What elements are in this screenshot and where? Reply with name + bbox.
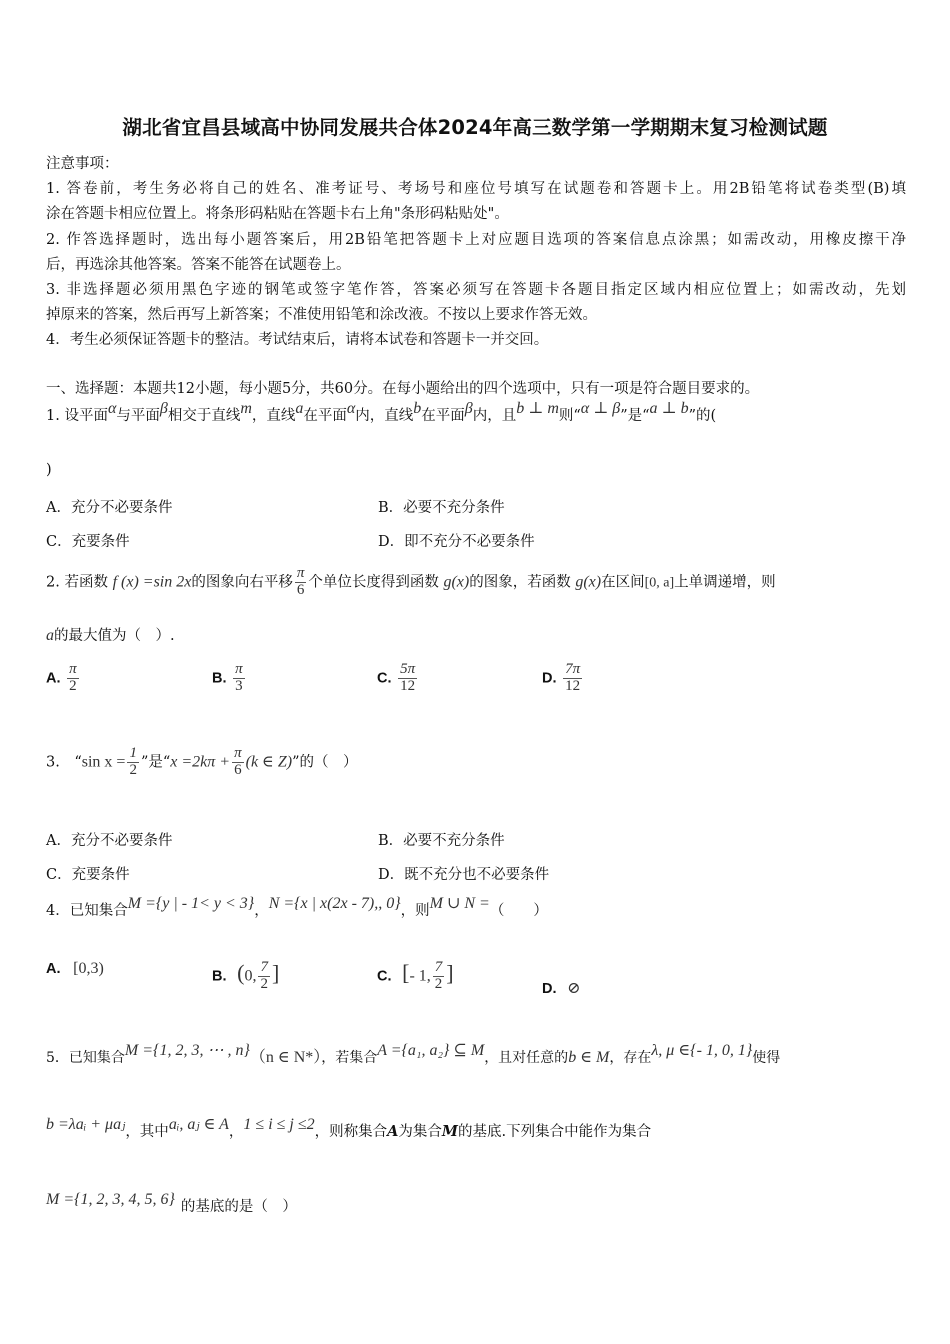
fraction: $\frac{7\pi}{12}$: [565, 661, 581, 694]
q3-option-b[interactable]: B．必要不充分条件: [378, 833, 505, 849]
fraction: $\frac{5\pi}{12}$: [400, 661, 416, 694]
q1-option-d[interactable]: D．即不充分不必要条件: [378, 534, 535, 550]
q2-option-a[interactable]: A. $\frac{\pi}{2}$: [46, 661, 77, 694]
question-5-stem-line2: b =λaᵢ + μaⱼ，其中aᵢ, aⱼ ∈ A，1 ≤ i ≤ j ≤2，则称集合A为集合M的基底.下列集合中能作为集合: [46, 1116, 652, 1140]
fraction: $\frac{7}{2}$: [260, 959, 268, 992]
fraction: $\frac{7}{2}$: [434, 959, 443, 992]
question-4-stem: 4．已知集合M ={y | - 1< y < 3}，N ={x | x(2x - 7),, 0}，则M ∪ N =（ ）: [46, 895, 548, 919]
q1-option-b[interactable]: B．必要不充分条件: [378, 500, 505, 516]
question-5-stem: 5．已知集合M ={1, 2, 3, ⋯ , n}（n ∈ N*），若集合A ={a₁, a₂} ⊆ M，且对任意的b ∈ M，存在λ, μ ∈{- 1, 0, 1}使得: [46, 1042, 781, 1066]
q3-option-c[interactable]: C．充要条件: [46, 867, 130, 883]
section-heading: 一、选择题：本题共12小题，每小题5分，共60分。在每小题给出的四个选项中，只有一项是符合题目要求的。: [46, 381, 760, 397]
fraction: $\frac{\pi}{2}$: [69, 661, 77, 694]
question-3-stem: 3. “sin x = $\frac{1}{2}$ ”是“x =2kπ + $\frac{\pi}{6}$ (k ∈ Z)”的（ ）: [46, 745, 358, 778]
question-2-stem-line2: a的最大值为（ ）.: [46, 627, 175, 644]
question-2-stem: 2. 若函数 f (x) =sin 2x的图象向右平移 $\frac{\pi}{6}$ 个单位长度得到函数 g(x)的图象，若函数 g(x)在区间[0, a]上单调递增，则: [46, 565, 776, 598]
notice-heading: 注意事项：: [46, 156, 119, 172]
fraction: $\frac{1}{2}$: [129, 745, 137, 778]
q1-option-c[interactable]: C．充要条件: [46, 534, 130, 550]
notice-line: 后，再选涂其他答案。答案不能答在试题卷上。: [46, 257, 351, 273]
q4-option-c[interactable]: C. [- 1, $\frac{7}{2}$ ]: [377, 959, 454, 992]
fraction: $\frac{\pi}{6}$: [296, 565, 305, 598]
notice-line: 4．考生必须保证答题卡的整洁。考试结束后，请将本试卷和答题卡一并交回。: [46, 332, 549, 348]
q2-option-c[interactable]: C. $\frac{5\pi}{12}$: [377, 661, 416, 694]
question-1-close: ): [46, 462, 52, 478]
notice-line: 涂在答题卡相应位置上。将条形码粘贴在答题卡右上角"条形码粘贴处"。: [46, 206, 509, 222]
notice-line: 2. 作答选择题时，选出每小题答案后，用2B铅笔把答题卡上对应题目选项的答案信息点涂黑；如需改动，用橡皮擦干净: [46, 232, 906, 248]
q4-option-d[interactable]: D. ⊘: [542, 980, 581, 997]
question-1-stem: 1. 设平面α与平面β相交于直线m，直线a在平面α内，直线b在平面β内，且b ⊥ m则“α ⊥ β”是“a ⊥ b”的(: [46, 400, 717, 424]
q3-option-a[interactable]: A．充分不必要条件: [46, 833, 173, 849]
q1-option-a[interactable]: A．充分不必要条件: [46, 500, 173, 516]
notice-line: 掉原来的答案，然后再写上新答案；不准使用铅笔和涂改液。不按以上要求作答无效。: [46, 307, 597, 323]
notice-line: 1. 答卷前，考生务必将自己的姓名、准考证号、考场号和座位号填写在试题卷和答题卡上。用2B铅笔将试卷类型(B)填: [46, 181, 906, 197]
question-5-stem-line3: M ={1, 2, 3, 4, 5, 6} 的基底的是（ ）: [46, 1191, 297, 1215]
q4-option-b[interactable]: B. (0, $\frac{7}{2}$ ]: [212, 959, 280, 992]
notice-line: 3. 非选择题必须用黑色字迹的钢笔或签字笔作答，答案必须写在答题卡各题目指定区域内相应位置上；如需改动，先划: [46, 282, 906, 298]
fraction: $\frac{\pi}{3}$: [235, 661, 243, 694]
q2-option-d[interactable]: D. $\frac{7\pi}{12}$: [542, 661, 581, 694]
q3-option-d[interactable]: D．既不充分也不必要条件: [378, 867, 550, 883]
page-title: 湖北省宜昌县域高中协同发展共合体2024年高三数学第一学期期末复习检测试题: [122, 116, 828, 139]
q4-option-a[interactable]: A. [0,3): [46, 960, 104, 977]
fraction: $\frac{\pi}{6}$: [234, 745, 242, 778]
q2-option-b[interactable]: B. $\frac{\pi}{3}$: [212, 661, 243, 694]
